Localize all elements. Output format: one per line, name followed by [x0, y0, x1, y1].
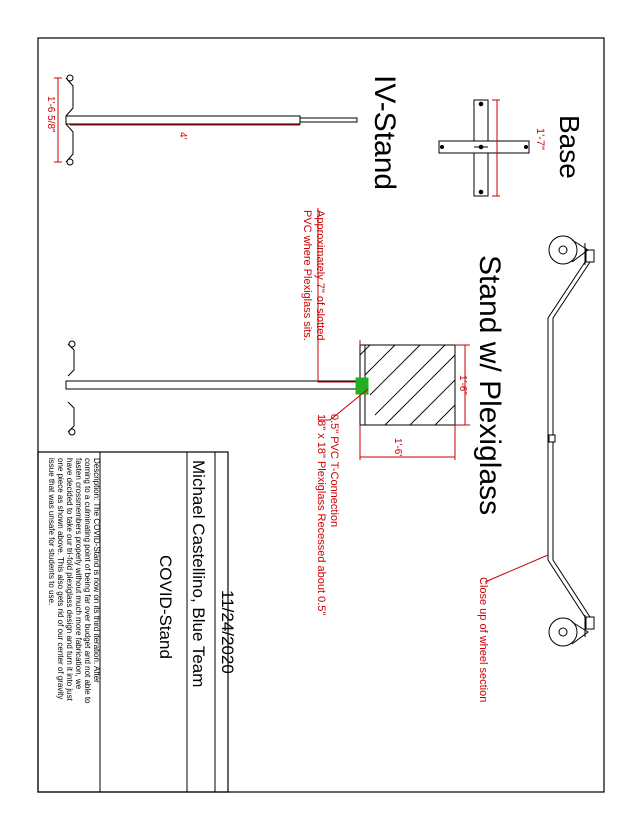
tconn-note: 0.5" PVC T-Connection: [328, 414, 340, 528]
plexi-height-dimension-label: 1'-6": [392, 438, 403, 458]
description-line-1: Description: The COVID-Stand is now on its third iteration. After: [92, 458, 101, 683]
iv-height-dimension-label: 1'-6 5/8": [45, 96, 56, 133]
description-line-2: coming to a culminating point of being far over budget and not able to: [83, 458, 92, 704]
slot-note-line1: Approximately 7" of slotted: [314, 210, 326, 341]
description-line-6: issue that was unsafe for students to use.: [47, 458, 56, 606]
wheel-section-drawing: [548, 236, 594, 646]
slot-note-line2: PVC where Plexiglass sits.: [301, 210, 313, 341]
iv-stand-title: IV-Stand: [368, 75, 401, 191]
iv-pole: [66, 116, 300, 124]
title-date: 11/24/2020: [218, 590, 237, 674]
description-line-4: have decided to take our tri-fold plexiglass design and turn it into just: [65, 458, 74, 701]
stand-title: Stand w/ Plexiglass: [473, 255, 506, 516]
t-connection-highlight: [356, 378, 368, 394]
iv-length-dimension-label: 4': [177, 132, 188, 140]
base-dimension-label: 1'-7": [534, 128, 546, 150]
base-title: Base: [554, 115, 585, 179]
base-drawing: [439, 100, 529, 196]
wheel-note-leader: [485, 555, 548, 582]
title-project: COVID-Stand: [156, 555, 175, 659]
plexi-width-dimension-label: 1'-6": [457, 375, 468, 395]
title-author: Michael Castellino, Blue Team: [189, 460, 208, 688]
iv-pole-extension: [300, 118, 357, 122]
description-line-5: one piece as shown above. This also gets rid of our center of gravity: [56, 458, 65, 700]
description-line-3: fasten crossmembers properly without much more fabrication, we: [74, 458, 83, 690]
labels: [45, 75, 585, 704]
iv-stand-drawing: [54, 75, 357, 165]
plexi-note: 18" x 18" Plexiglass Recessed about 0.5": [315, 414, 327, 616]
wheel-note: Close up of wheel section: [477, 577, 489, 703]
stand-pole: [66, 381, 358, 389]
stand-drawing: [66, 340, 470, 460]
